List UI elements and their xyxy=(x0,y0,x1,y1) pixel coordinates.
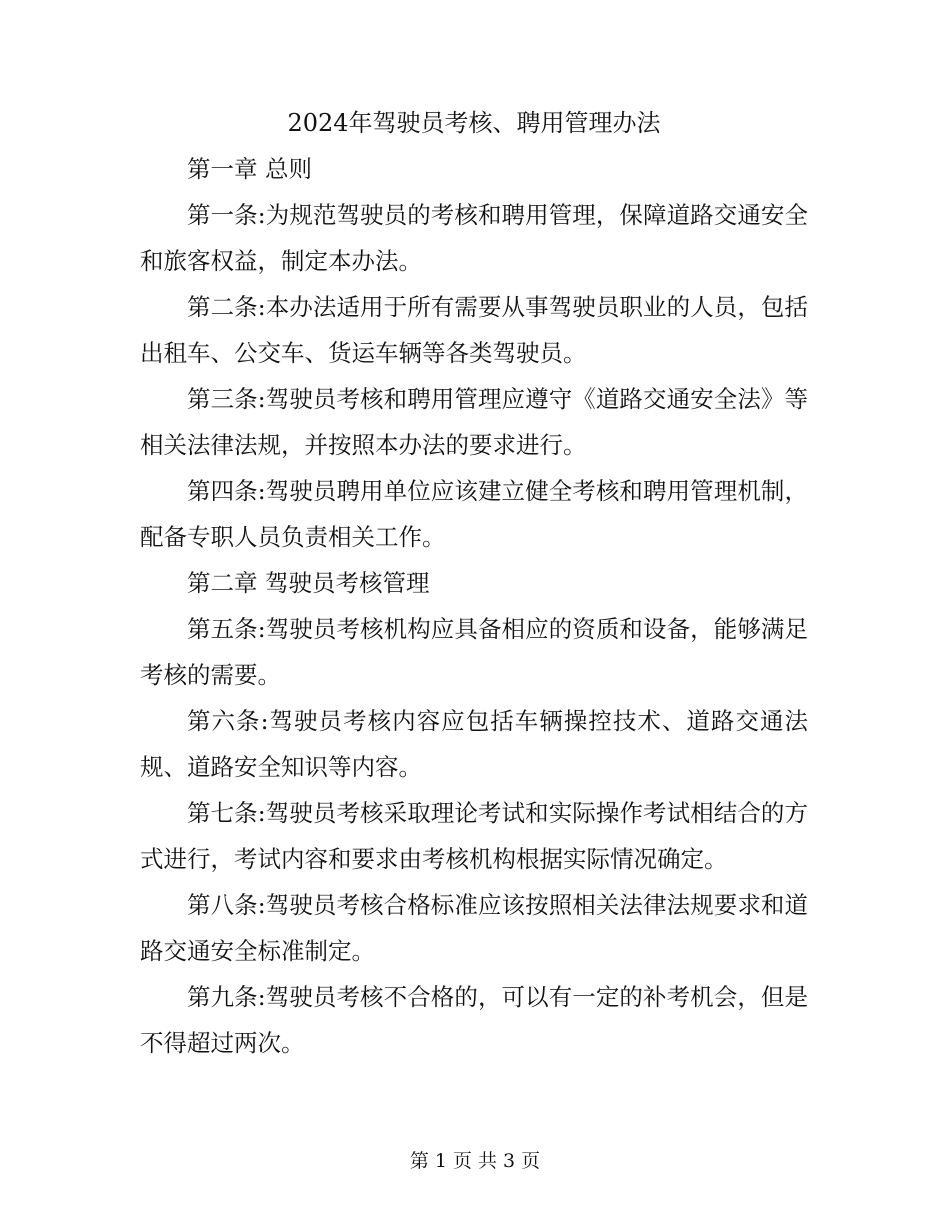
document-title: 2024年驾驶员考核、聘用管理办法 xyxy=(287,109,661,137)
article-paragraph: 第二条:本办法适用于所有需要从事驾驶员职业的人员，包括出租车、公交车、货运车辆等各类驾驶员。 xyxy=(140,293,808,367)
page-number-footer: 第 1 页 共 3 页 xyxy=(409,1150,541,1172)
article-paragraph: 第五条:驾驶员考核机构应具备相应的资质和设备，能够满足考核的需要。 xyxy=(140,615,808,689)
article-paragraph: 第一条:为规范驾驶员的考核和聘用管理，保障道路交通安全和旅客权益，制定本办法。 xyxy=(140,201,808,275)
article-paragraph: 第四条:驾驶员聘用单位应该建立健全考核和聘用管理机制，配备专职人员负责相关工作。 xyxy=(140,477,808,551)
article-paragraph: 第三条:驾驶员考核和聘用管理应遵守《道路交通安全法》等相关法律法规，并按照本办法的要求进行。 xyxy=(140,385,808,459)
article-paragraph: 第七条:驾驶员考核采取理论考试和实际操作考试相结合的方式进行，考试内容和要求由考核机构根据实际情况确定。 xyxy=(140,799,808,873)
article-paragraph: 第六条:驾驶员考核内容应包括车辆操控技术、道路交通法规、道路安全知识等内容。 xyxy=(140,707,808,781)
article-paragraph: 第九条:驾驶员考核不合格的，可以有一定的补考机会，但是不得超过两次。 xyxy=(140,983,808,1057)
article-paragraph: 第八条:驾驶员考核合格标准应该按照相关法律法规要求和道路交通安全标准制定。 xyxy=(140,891,808,965)
chapter-heading: 第一章 总则 xyxy=(187,155,312,183)
document-body xyxy=(140,100,808,1066)
chapter-heading: 第二章 驾驶员考核管理 xyxy=(187,569,430,597)
